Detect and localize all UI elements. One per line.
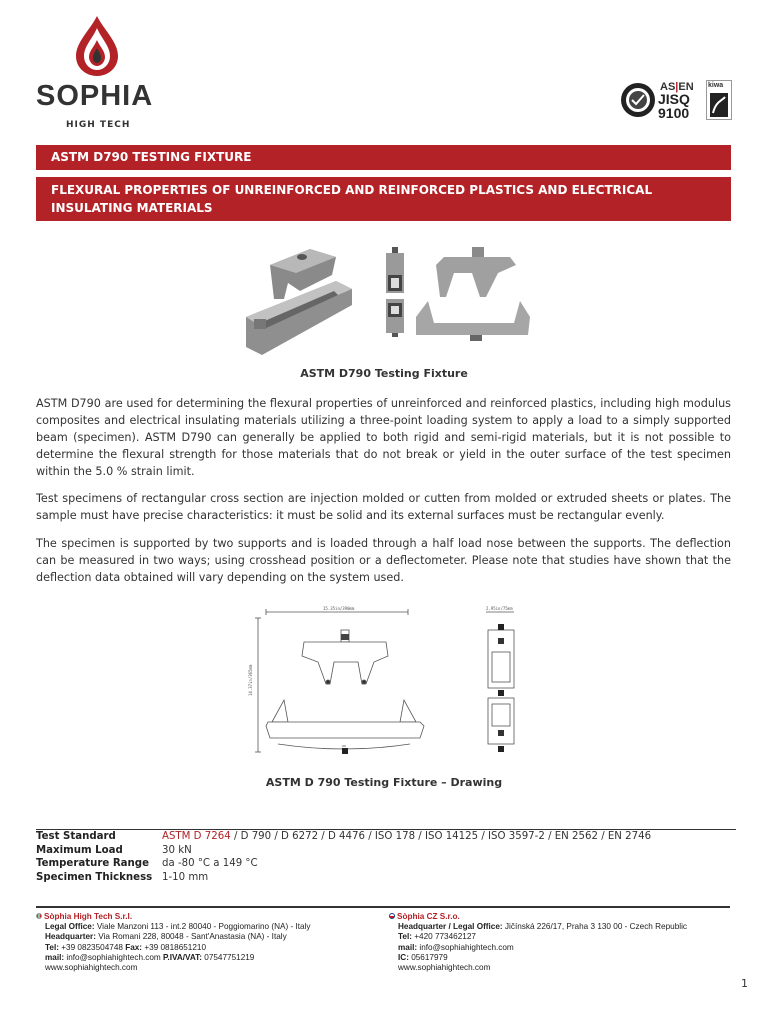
spec-value: 30 kN bbox=[162, 844, 192, 856]
italy-flag-icon bbox=[36, 913, 42, 919]
italy-headquarter: Headquarter: Via Romani 228, 80048 - Sant'Anastasia (NA) - Italy bbox=[45, 932, 287, 942]
czech-mail-link[interactable]: info@sophiahightech.com bbox=[417, 942, 514, 952]
drawing-caption: ASTM D 790 Testing Fixture – Drawing bbox=[265, 776, 503, 789]
czech-legal-office: Headquarter / Legal Office: Jičínská 226/17, Praha 3 130 00 - Czech Republic bbox=[398, 922, 687, 932]
czech-mail: mail: info@sophiahightech.com bbox=[398, 942, 514, 952]
document-subtitle-banner: FLEXURAL PROPERTIES OF UNREINFORCED AND REINFORCED PLASTICS AND ELECTRICAL INSULATING MATERIALS bbox=[36, 177, 731, 221]
jisq-label: JISQ bbox=[658, 91, 690, 107]
cert-number: 9100 bbox=[658, 105, 690, 121]
svg-text:2.95in/75mm: 2.95in/75mm bbox=[486, 606, 513, 611]
svg-text:14.37in/365mm: 14.37in/365mm bbox=[248, 664, 253, 696]
page-number: 1 bbox=[741, 977, 748, 990]
as-en-label: AS|EN bbox=[660, 81, 694, 93]
italy-mail-vat: mail: info@sophiahightech.com P.IVA/VAT: 07547751219 bbox=[45, 952, 255, 962]
fixture-side-view bbox=[386, 247, 404, 337]
czech-phone: Tel: +420 773462127 bbox=[398, 932, 476, 942]
fixture-technical-drawing bbox=[248, 604, 528, 764]
certification-badges bbox=[618, 80, 734, 122]
spec-row-temperature bbox=[36, 857, 736, 871]
spec-row-standard bbox=[36, 830, 736, 844]
kiwa-label: kiwa bbox=[708, 82, 724, 89]
czech-flag-icon bbox=[389, 913, 395, 919]
italy-company-name: Sòphia High Tech S.r.l. bbox=[36, 912, 366, 922]
italy-mail-link[interactable]: info@sophiahightech.com bbox=[64, 952, 164, 962]
fixture-photo bbox=[240, 243, 530, 363]
accredia-seal-icon bbox=[620, 81, 656, 119]
italy-legal-office: Legal Office: Viale Manzoni 113 - int.2 80040 - Poggiomarino (NA) - Italy bbox=[45, 922, 311, 932]
astm-d7264-link[interactable]: ASTM D 7264 bbox=[162, 831, 231, 842]
fixture-lower-part bbox=[246, 281, 352, 355]
spec-row-load bbox=[36, 844, 736, 858]
czech-ic: IC: 05617979 bbox=[398, 952, 448, 962]
footer-czech-office bbox=[389, 912, 734, 973]
kiwa-emblem-icon bbox=[710, 93, 728, 117]
spec-value: ASTM D 7264 / D 790 / D 6272 / D 4476 / ISO 178 / ISO 14125 / ISO 3597-2 / EN 2562 / EN 2746 bbox=[162, 831, 652, 842]
specimen-paragraph: Test specimens of rectangular cross section are injection molded or cutten from molded or extruded sheets or plates. The sample must have precise characteristics: it must be solid and its external surfaces must be rectangular evenly. bbox=[36, 492, 731, 522]
document-title-banner: ASTM D790 TESTING FIXTURE bbox=[36, 145, 731, 170]
spec-label: Test Standard bbox=[36, 831, 116, 842]
side-drawing bbox=[486, 612, 514, 744]
drop-flame-icon bbox=[74, 14, 120, 78]
intro-paragraph: ASTM D790 are used for determining the flexural properties of unreinforced and reinforced plastics, including high modulus composites and electrical insulating materials utilizing a three-point loading system to apply a load to a simply supported beam (specimen). ASTM D790 can generally be applied to both rigid and semi-rigid materials, but it is not possible to determine the flexural strength for those materials that do not break or yield in the outer surface of the test specimen within the 5.0 % strain limit. bbox=[36, 397, 731, 478]
spec-value: da -80 °C a 149 °C bbox=[162, 858, 258, 869]
deflection-paragraph: The specimen is supported by two supports and is loaded through a half load nose between the supports. The deflection can be measured in two ways; using crosshead position or a deflectometer. Please note that studies have shown that the deflection data obtained will vary depending on the system used. bbox=[36, 537, 731, 584]
specifications-table bbox=[36, 829, 736, 884]
footer-italy-office bbox=[36, 912, 366, 973]
spec-label: Temperature Range bbox=[36, 858, 149, 869]
spec-row-thickness bbox=[36, 871, 736, 885]
fixture-front-view bbox=[416, 247, 530, 341]
italy-website-link[interactable]: www.sophiahightech.com bbox=[45, 963, 138, 973]
spec-label: Maximum Load bbox=[36, 844, 123, 856]
logo-name: SOPHIA bbox=[36, 80, 154, 112]
kiwa-badge bbox=[706, 80, 732, 120]
footer-divider bbox=[36, 906, 730, 908]
company-logo bbox=[34, 14, 164, 130]
czech-website-link[interactable]: www.sophiahightech.com bbox=[398, 963, 491, 973]
czech-company-name: Sòphia CZ S.r.o. bbox=[389, 912, 734, 922]
svg-text:15.35in/390mm: 15.35in/390mm bbox=[323, 606, 355, 611]
italy-phone-fax: Tel: +39 0823504748 Fax: +39 0818651210 bbox=[45, 942, 207, 952]
logo-subtitle: HIGH TECH bbox=[66, 120, 131, 130]
spec-value: 1-10 mm bbox=[162, 871, 209, 883]
spec-label: Specimen Thickness bbox=[36, 871, 153, 883]
photo-caption: ASTM D790 Testing Fixture bbox=[300, 367, 468, 380]
